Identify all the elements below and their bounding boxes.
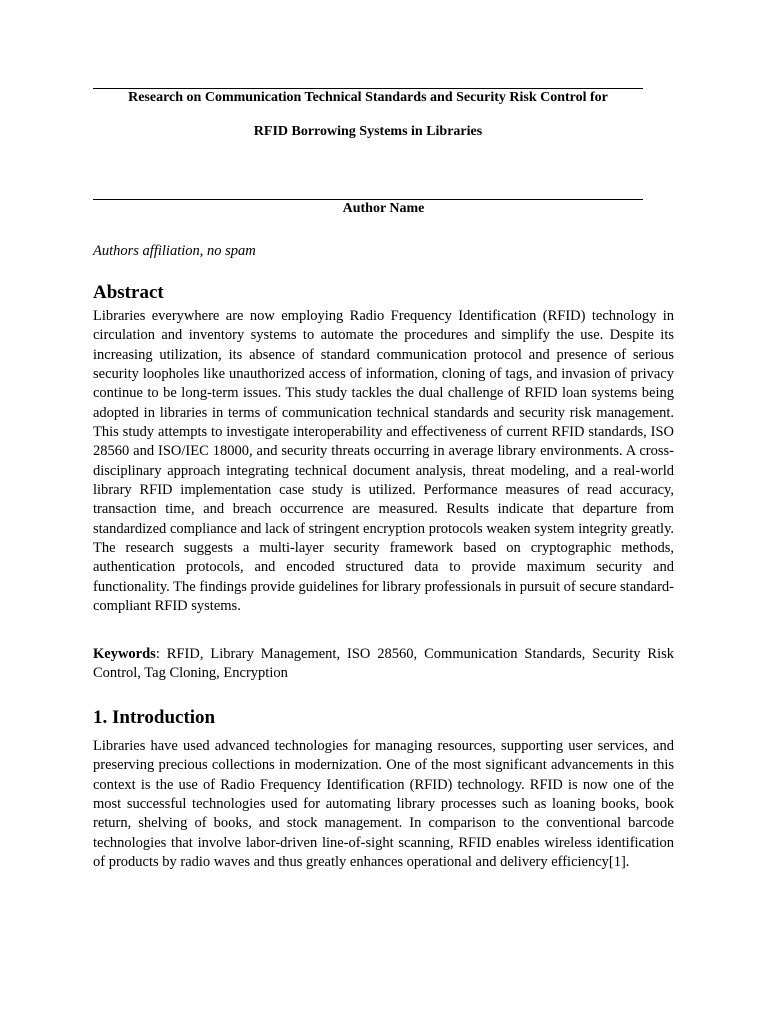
introduction-heading: 1. Introduction [93, 707, 216, 728]
introduction-body: Libraries have used advanced technologies for managing resources, supporting user services, and preserving precious collections in modernization. One of the most significant advancements in this context is the use of Radio Frequency Identification (RFID) technology. RFID is now one of the most successful technologies used for automating library processes such as loaning books, book return, shelving of books, and stock management. In comparison to the conventional barcode technologies that involve labor-driven line-of-sight scanning, RFID enables wireless identification of products by radio waves and thus greatly enhances operational and delivery efficiency[1]. [93, 738, 674, 871]
author-affiliation: Authors affiliation, no spam [93, 243, 256, 259]
paper-title-line-1: Research on Communication Technical Standards and Security Risk Control for [128, 90, 608, 105]
abstract-body: Libraries everywhere are now employing Radio Frequency Identification (RFID) technology in circulation and inventory systems to automate the procedures and simplify the use. Despite its increasing utilization, its absence of standard communication protocol and presence of serious security loopholes like unauthorized access of information, cloning of tags, and invasion of privacy continue to be long-term issues. This study tackles the dual challenge of RFID loan systems being adopted in libraries in terms of communication technical standards and security risk management. This study attempts to investigate interoperability and effectiveness of current RFID standards, ISO 28560 and ISO/IEC 18000, and security threats occurring in average library environments. A cross-disciplinary approach integrating technical document analysis, threat modeling, and a real-world library RFID implementation case study is utilized. Performance measures of read accuracy, transaction time, and breach occurrence are measured. Results indicate that departure from standardized compliance and lack of stringent encryption protocols weaken system integrity greatly. The research suggests a multi-layer security framework based on cryptographic methods, authentication protocols, and encoded structured data to provide maximum security and functionality. The findings provide guidelines for library professionals in pursuit of secure standard-compliant RFID systems. [93, 308, 674, 615]
keywords-text: RFID, Library Management, ISO 28560, Communication Standards, Security Risk Control, Tag Cloning, Encryption [93, 646, 674, 682]
author-name: Author Name [342, 201, 425, 216]
keywords-separator: : [155, 646, 160, 662]
keywords-paragraph [93, 645, 674, 684]
abstract-heading: Abstract [93, 282, 164, 303]
paper-title-line-2: RFID Borrowing Systems in Libraries [253, 124, 483, 139]
keywords-label: Keywords [93, 646, 156, 662]
